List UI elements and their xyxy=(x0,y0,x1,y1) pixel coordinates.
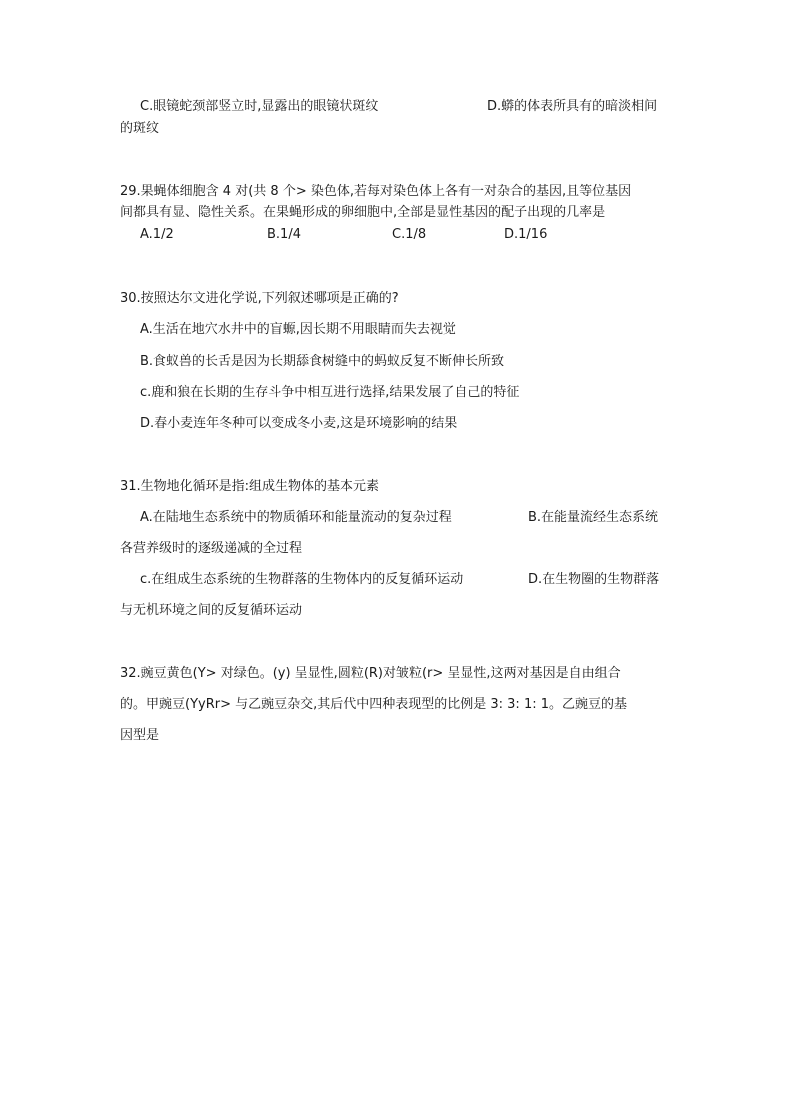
q31-option-c: c.在组成生态系统的生物群落的生物体内的反复循环运动 xyxy=(140,572,464,587)
q29-option-d: D.1/16 xyxy=(504,227,548,242)
q28-option-d-continued: 的斑纹 xyxy=(120,121,160,136)
q30-option-d: D.春小麦连年冬种可以变成冬小麦,这是环境影响的结果 xyxy=(140,416,458,431)
q31-option-d-continued: 与无机环境之间的反复循环运动 xyxy=(120,603,303,618)
q31-option-b-continued: 各营养级时的逐级递减的全过程 xyxy=(120,541,303,556)
q29-option-b: B.1/4 xyxy=(267,227,301,242)
q31-option-b: B.在能量流经生态系统 xyxy=(528,510,659,525)
q31-option-a: A.在陆地生态系统中的物质循环和能量流动的复杂过程 xyxy=(140,510,452,525)
q29-option-a: A.1/2 xyxy=(140,227,174,242)
q29-stem-line-1: 29.果蝇体细胞含 4 对(共 8 个> 染色体,若每对染色体上各有一对杂合的基因,且等位基因 xyxy=(120,184,632,199)
q32-stem-line-1: 32.豌豆黄色(Y> 对绿色。(y) 呈显性,圆粒(R)对皱粒(r> 呈显性,这两对基因是自由组合 xyxy=(120,666,621,681)
q32-stem-line-3: 因型是 xyxy=(120,728,160,743)
q30-stem: 30.按照达尔文进化学说,下列叙述哪项是正确的? xyxy=(120,291,399,306)
q28-option-c: C.眼镜蛇颈部竖立时,显露出的眼镜状斑纹 xyxy=(140,99,379,114)
q31-stem: 31.生物地化循环是指:组成生物体的基本元素 xyxy=(120,479,380,494)
q29-stem-line-2: 间都具有显、隐性关系。在果蝇形成的卵细胞中,全部是显性基因的配子出现的几率是 xyxy=(120,205,606,220)
q32-stem-line-2: 的。甲豌豆(YyRr> 与乙豌豆杂交,其后代中四种表现型的比例是 3: 3: 1: 1。乙豌豆的基 xyxy=(120,697,627,712)
q30-option-c: c.鹿和狼在长期的生存斗争中相互进行选择,结果发展了自己的特征 xyxy=(140,385,520,400)
q29-option-c: C.1/8 xyxy=(392,227,427,242)
q30-option-a: A.生活在地穴水井中的盲螈,因长期不用眼睛而失去视觉 xyxy=(140,322,456,337)
q30-option-b: B.食蚁兽的长舌是因为长期舔食树缝中的蚂蚁反复不断伸长所致 xyxy=(140,354,505,369)
q28-option-d: D.蟒的体表所具有的暗淡相间 xyxy=(487,99,658,114)
q31-option-d: D.在生物圈的生物群落 xyxy=(528,572,660,587)
